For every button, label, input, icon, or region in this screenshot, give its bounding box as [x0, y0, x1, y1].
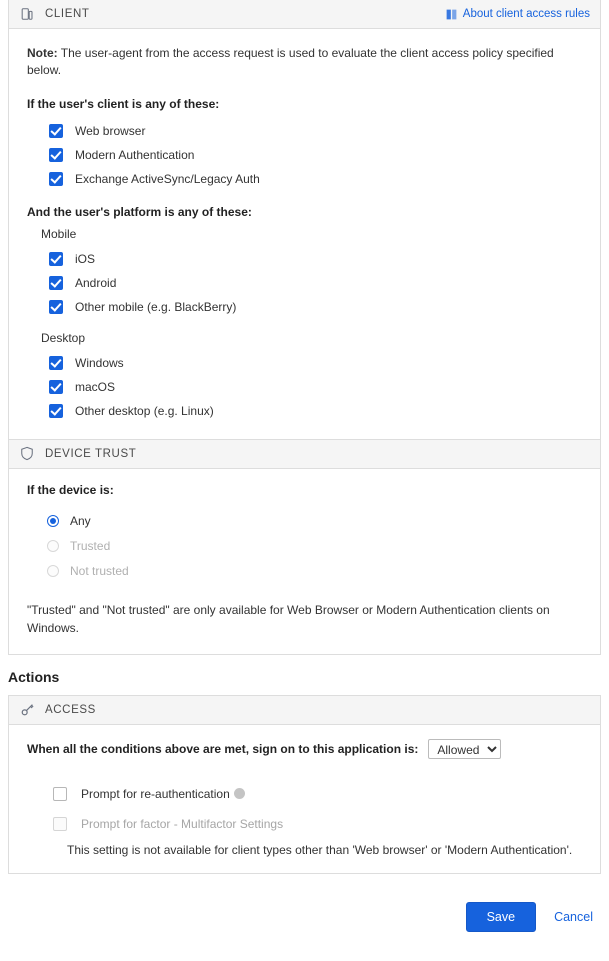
client-panel-title: CLIENT	[45, 8, 90, 20]
mobile-group-label: Mobile	[41, 226, 77, 241]
device-option-label: Trusted	[70, 539, 111, 554]
platform-option-label: iOS	[75, 251, 96, 266]
platform-option-label: Android	[75, 275, 117, 290]
factor-row	[53, 811, 582, 837]
device-trust-panel-title: DEVICE TRUST	[45, 447, 137, 460]
cancel-button[interactable]: Cancel	[554, 909, 593, 924]
platform-option-label: Other mobile (e.g. BlackBerry)	[75, 299, 237, 314]
actions-heading: Actions	[8, 668, 60, 685]
access-panel	[8, 695, 601, 874]
factor-label-text: Prompt for factor -	[81, 816, 182, 831]
client-option-label: Exchange ActiveSync/Legacy Auth	[75, 171, 260, 186]
checkbox-prompt-reauthentication[interactable]	[53, 787, 67, 801]
reauth-row[interactable]	[53, 781, 582, 807]
device-icon	[19, 6, 35, 22]
client-note-prefix: Note:	[27, 46, 58, 60]
client-note	[27, 45, 582, 79]
access-panel-body	[9, 725, 600, 873]
checkbox-android[interactable]	[49, 276, 63, 290]
platform-option-macos[interactable]	[49, 375, 582, 399]
platform-option-other-desktop[interactable]	[49, 399, 582, 423]
signon-row	[27, 739, 582, 759]
device-trust-panel	[8, 440, 601, 655]
save-button[interactable]: Save	[466, 902, 537, 932]
client-option-modern-authentication[interactable]	[49, 143, 582, 167]
reauth-label	[81, 787, 245, 801]
checkbox-other-mobile[interactable]	[49, 300, 63, 314]
form-footer	[8, 902, 601, 932]
checkbox-ios[interactable]	[49, 252, 63, 266]
device-trust-prompt: If the device is:	[27, 482, 114, 497]
client-types-label: If the user's client is any of these:	[27, 96, 220, 111]
platform-option-ios[interactable]	[49, 247, 582, 271]
device-option-any[interactable]	[47, 509, 582, 534]
checkbox-macos[interactable]	[49, 380, 63, 394]
checkbox-exchange-activesync[interactable]	[49, 172, 63, 186]
platform-label: And the user's platform is any of these:	[27, 204, 252, 219]
device-trust-note: "Trusted" and "Not trusted" are only available for Web Browser or Modern Authentication clients on Windows.	[27, 602, 550, 636]
signon-select[interactable]	[428, 739, 501, 759]
client-option-label: Web browser	[75, 123, 146, 138]
factor-disabled-note: This setting is not available for client types other than 'Web browser' or 'Modern Authentication'.	[67, 842, 573, 857]
client-option-exchange-activesync[interactable]	[49, 167, 582, 191]
radio-any[interactable]	[47, 515, 59, 527]
client-panel-body	[9, 29, 600, 439]
client-panel-header	[9, 0, 600, 29]
signon-label: When all the conditions above are met, sign on to this application is:	[27, 741, 419, 756]
shield-icon	[19, 446, 35, 462]
device-trust-panel-body	[9, 469, 600, 654]
client-note-text: The user-agent from the access request is used to evaluate the client access policy specified below.	[27, 46, 554, 77]
reauth-label-text: Prompt for re-authentication	[81, 786, 230, 801]
multifactor-settings-link: Multifactor Settings	[181, 816, 284, 831]
client-option-web-browser[interactable]	[49, 119, 582, 143]
checkbox-other-desktop[interactable]	[49, 404, 63, 418]
radio-not-trusted	[47, 565, 59, 577]
checkbox-modern-authentication[interactable]	[49, 148, 63, 162]
desktop-group-label: Desktop	[41, 330, 86, 345]
factor-label	[81, 817, 283, 831]
platform-option-label: Other desktop (e.g. Linux)	[75, 403, 214, 418]
book-icon	[445, 8, 458, 21]
checkbox-web-browser[interactable]	[49, 124, 63, 138]
client-option-label: Modern Authentication	[75, 147, 195, 162]
about-client-access-rules-link[interactable]	[445, 8, 590, 21]
key-icon	[19, 702, 35, 718]
platform-option-android[interactable]	[49, 271, 582, 295]
device-option-label: Any	[70, 514, 91, 529]
device-option-label: Not trusted	[70, 564, 129, 579]
platform-option-label: Windows	[75, 355, 124, 370]
platform-option-label: macOS	[75, 379, 116, 394]
device-option-trusted	[47, 534, 582, 559]
access-panel-title: ACCESS	[45, 703, 96, 716]
access-panel-header	[9, 696, 600, 725]
about-link-label: About client access rules	[462, 8, 590, 20]
device-trust-panel-header	[9, 440, 600, 469]
client-panel	[8, 0, 601, 440]
platform-option-other-mobile[interactable]	[49, 295, 582, 319]
platform-option-windows[interactable]	[49, 351, 582, 375]
device-option-not-trusted	[47, 559, 582, 584]
radio-trusted	[47, 540, 59, 552]
checkbox-windows[interactable]	[49, 356, 63, 370]
checkbox-prompt-for-factor	[53, 817, 67, 831]
info-icon[interactable]	[234, 788, 245, 799]
